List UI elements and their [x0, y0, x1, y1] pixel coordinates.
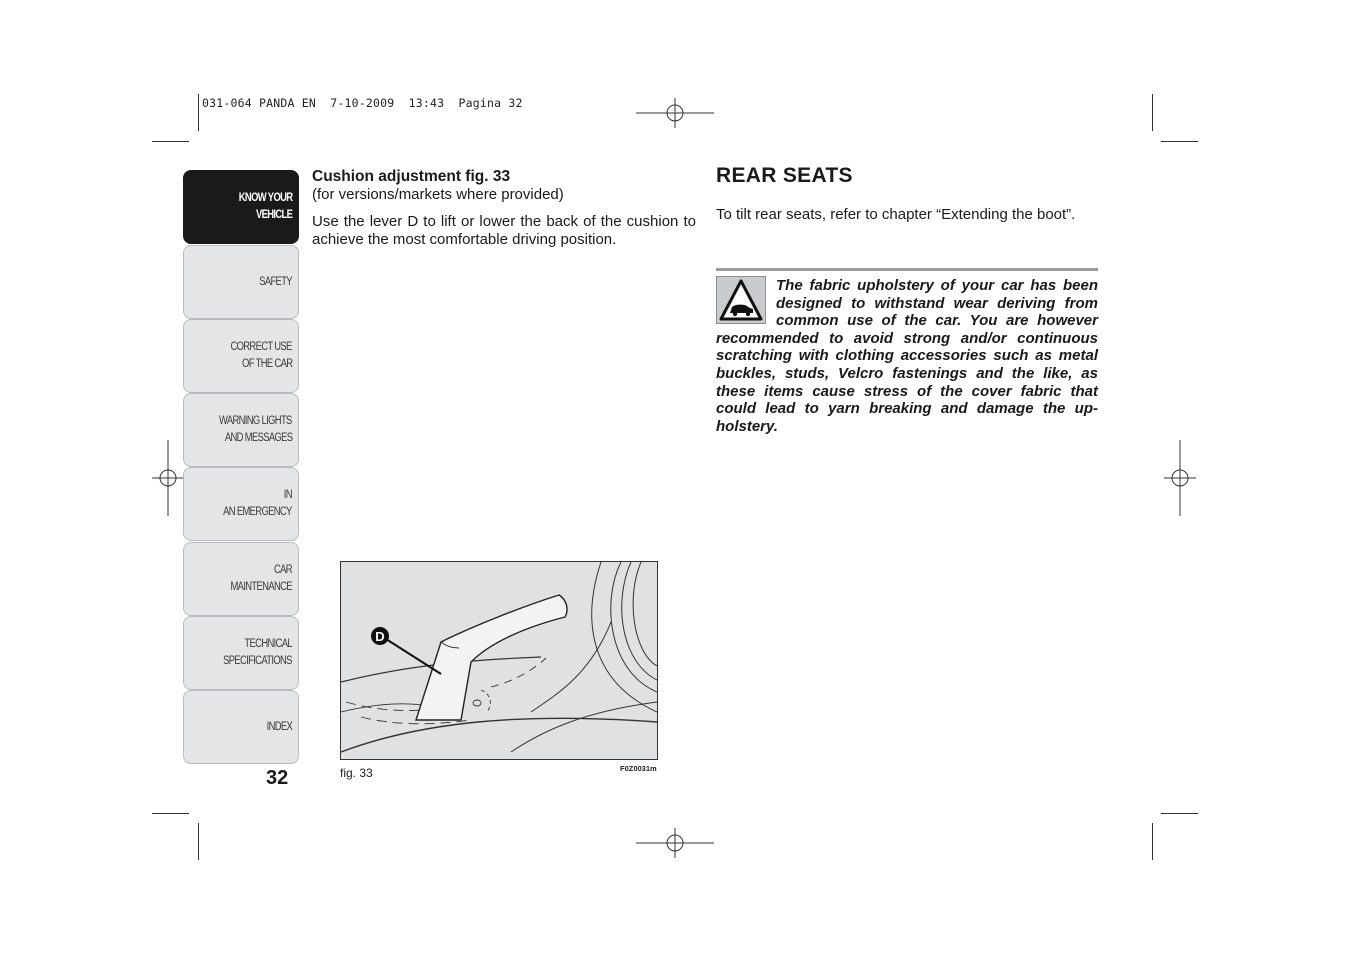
- warning-rule: [716, 268, 1098, 271]
- crop-mark: [1152, 94, 1153, 131]
- figure-caption: fig. 33: [340, 766, 373, 780]
- tab-label: AN EMERGENCY: [223, 506, 292, 518]
- subheading: Cushion adjustment fig. 33: [312, 168, 511, 185]
- tab-technical-specifications[interactable]: [183, 616, 299, 690]
- tab-label: WARNING LIGHTS: [219, 415, 292, 427]
- registration-mark: [636, 98, 714, 128]
- section-intro: To tilt rear seats, refer to chapter “Extending the boot”.: [716, 206, 1076, 223]
- tab-label: VEHICLE: [255, 209, 292, 221]
- tab-label: CAR: [274, 564, 292, 576]
- page-number: 32: [266, 767, 289, 789]
- icon-spacer: [716, 277, 776, 329]
- section-title: REAR SEATS: [716, 164, 853, 187]
- registration-mark: [1164, 440, 1196, 516]
- tab-label: IN: [283, 489, 292, 501]
- crop-mark: [198, 94, 199, 131]
- crop-mark: [198, 823, 199, 860]
- tab-label: SPECIFICATIONS: [223, 655, 292, 667]
- tab-label: INDEX: [266, 720, 292, 733]
- tab-in-an-emergency[interactable]: [183, 467, 299, 541]
- crop-mark: [152, 141, 189, 142]
- tab-correct-use-of-the-car[interactable]: [183, 319, 299, 393]
- tab-label: CORRECT USE: [230, 341, 292, 353]
- tab-car-maintenance[interactable]: [183, 542, 299, 616]
- tab-label: OF THE CAR: [241, 358, 292, 370]
- tab-know-your-vehicle[interactable]: [183, 170, 299, 244]
- crop-mark: [1161, 813, 1198, 814]
- figure-code: F0Z0031m: [620, 764, 657, 773]
- body-paragraph: Use the lever D to lift or lower the back of the cushion to achieve the most comfortable driving position.: [312, 213, 696, 248]
- tab-label: SAFETY: [259, 275, 292, 288]
- seat-lever-drawing: [341, 562, 657, 759]
- tab-label: MAINTENANCE: [230, 581, 292, 593]
- tab-label: TECHNICAL: [244, 638, 292, 650]
- callout-label: D: [375, 629, 385, 644]
- registration-mark: [152, 440, 184, 516]
- subheading-note: (for versions/markets where provided): [312, 186, 564, 203]
- warning-paragraph: The fabric upholstery of your car has been designed to withstand wear deriving from common use of the car. You are however recommended to avoid strong and/or continuous scratching with clothing accessories such as metal buckles, studs, Velcro fastenings and the like, as these items cause stress of the cover fabric that could lead to yarn breaking and damage the up-holstery.: [716, 277, 1098, 435]
- crop-mark: [152, 813, 189, 814]
- cushion-adjustment-section: [312, 168, 696, 249]
- warning-text: [716, 277, 1098, 435]
- print-header: 031-064 PANDA EN 7-10-2009 13:43 Pagina 32: [202, 96, 523, 110]
- registration-mark: [636, 828, 714, 858]
- tab-label: AND MESSAGES: [224, 432, 292, 444]
- figure-illustration: [340, 561, 658, 760]
- tab-warning-lights-and-messages[interactable]: [183, 393, 299, 467]
- tab-index[interactable]: [183, 690, 299, 764]
- crop-mark: [1161, 141, 1198, 142]
- tab-label: KNOW YOUR: [238, 192, 292, 204]
- crop-mark: [1152, 823, 1153, 860]
- tab-safety[interactable]: [183, 245, 299, 319]
